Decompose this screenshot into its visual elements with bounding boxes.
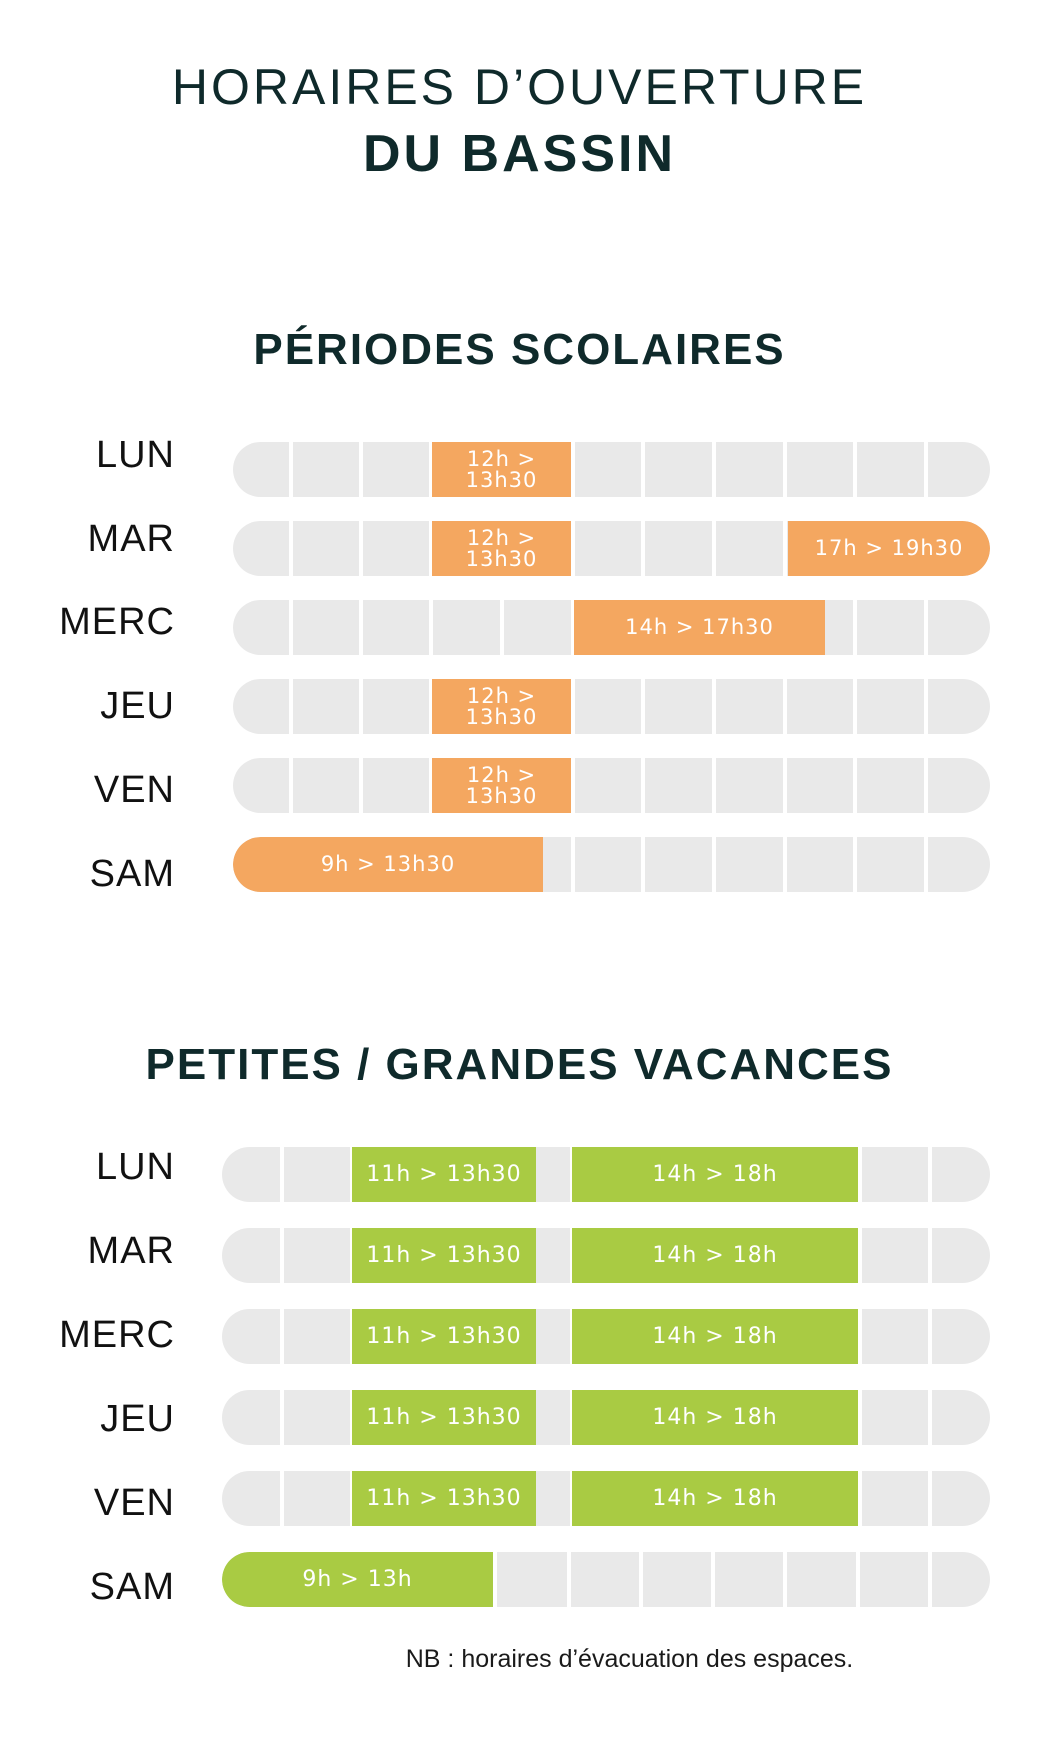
holidays-day-label: SAM [89,1566,175,1608]
footnote: NB : horaires d’évacuation des espaces. [405,1645,854,1673]
school-row-track [233,837,990,892]
school-row-track [233,442,990,497]
time-slot: 14h > 18h [572,1309,858,1364]
school-day-label: SAM [89,853,175,895]
holidays-row-track [222,1228,990,1283]
holidays-row-track [222,1390,990,1445]
time-slot: 14h > 18h [572,1471,858,1526]
holidays-row-track [222,1147,990,1202]
time-slot: 14h > 18h [572,1390,858,1445]
time-slot: 12h > 13h30 [432,758,571,813]
holidays-day-label: JEU [100,1398,175,1440]
holidays-row-track [222,1552,990,1607]
page-title-line2: DU BASSIN [362,125,677,183]
time-slot: 9h > 13h30 [233,837,543,892]
time-slot: 11h > 13h30 [352,1471,536,1526]
school-day-label: MERC [59,601,175,643]
school-row-track [233,521,990,576]
time-slot: 11h > 13h30 [352,1228,536,1283]
time-slot: 14h > 17h30 [574,600,825,655]
time-slot: 12h > 13h30 [432,521,571,576]
time-slot: 11h > 13h30 [352,1309,536,1364]
holidays-row-track [222,1309,990,1364]
time-slot: 17h > 19h30 [788,521,990,576]
holidays-day-label: MAR [87,1230,175,1272]
time-slot: 14h > 18h [572,1147,858,1202]
school-day-label: MAR [87,518,175,560]
school-row-track [233,758,990,813]
school-row-track [233,600,990,655]
time-slot: 12h > 13h30 [432,679,571,734]
school-day-label: JEU [100,685,175,727]
school-day-label: LUN [95,434,175,476]
holidays-day-label: VEN [93,1482,175,1524]
time-slot: 14h > 18h [572,1228,858,1283]
school-section-title: PÉRIODES SCOLAIRES [253,325,786,374]
time-slot: 11h > 13h30 [352,1390,536,1445]
holidays-row-track [222,1471,990,1526]
school-row-track [233,679,990,734]
time-slot: 12h > 13h30 [432,442,571,497]
holidays-day-label: LUN [95,1146,175,1188]
school-day-label: VEN [93,769,175,811]
time-slot: 9h > 13h [222,1552,493,1607]
holidays-day-label: MERC [59,1314,175,1356]
time-slot: 11h > 13h30 [352,1147,536,1202]
holidays-section-title: PETITES / GRANDES VACANCES [145,1040,894,1089]
page-title-line1: HORAIRES D’OUVERTURE [171,59,868,115]
